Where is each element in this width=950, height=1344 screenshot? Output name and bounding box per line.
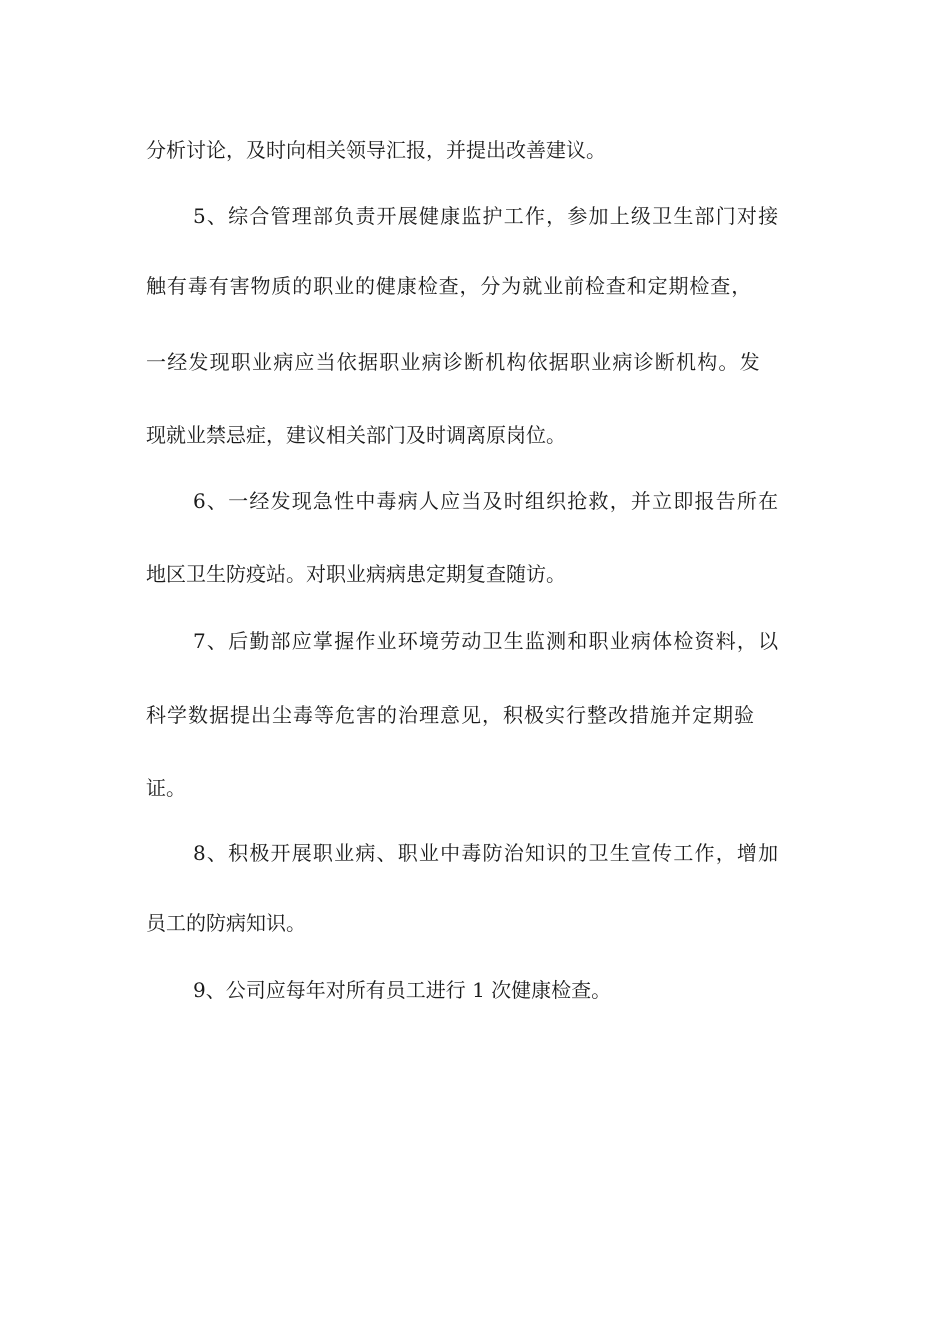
text-line-12: 员工的防病知识。	[146, 911, 306, 935]
text-line-1: 分析讨论，及时向相关领导汇报，并提出改善建议。	[146, 138, 606, 162]
text-line-8-item-7: 7、后勤部应掌握作业环境劳动卫生监测和职业病体检资料，以	[193, 629, 780, 653]
text-line-4: 一经发现职业病应当依据职业病诊断机构依据职业病诊断机构。发	[146, 350, 761, 374]
text-line-13-item-9: 9、公司应每年对所有员工进行 1 次健康检查。	[193, 978, 612, 1002]
text-line-7: 地区卫生防疫站。对职业病病患定期复查随访。	[146, 562, 566, 586]
text-line-9: 科学数据提出尘毒等危害的治理意见，积极实行整改措施并定期验	[146, 703, 755, 727]
text-line-3: 触有毒有害物质的职业的健康检查，分为就业前检查和定期检查，	[146, 274, 753, 298]
text-line-6-item-6: 6、一经发现急性中毒病人应当及时组织抢救，并立即报告所在	[193, 489, 780, 513]
text-line-10: 证。	[146, 776, 186, 800]
text-line-5: 现就业禁忌症，建议相关部门及时调离原岗位。	[146, 423, 566, 447]
text-line-2-item-5: 5、综合管理部负责开展健康监护工作，参加上级卫生部门对接	[193, 204, 780, 228]
text-line-11-item-8: 8、积极开展职业病、职业中毒防治知识的卫生宣传工作，增加	[193, 841, 780, 865]
